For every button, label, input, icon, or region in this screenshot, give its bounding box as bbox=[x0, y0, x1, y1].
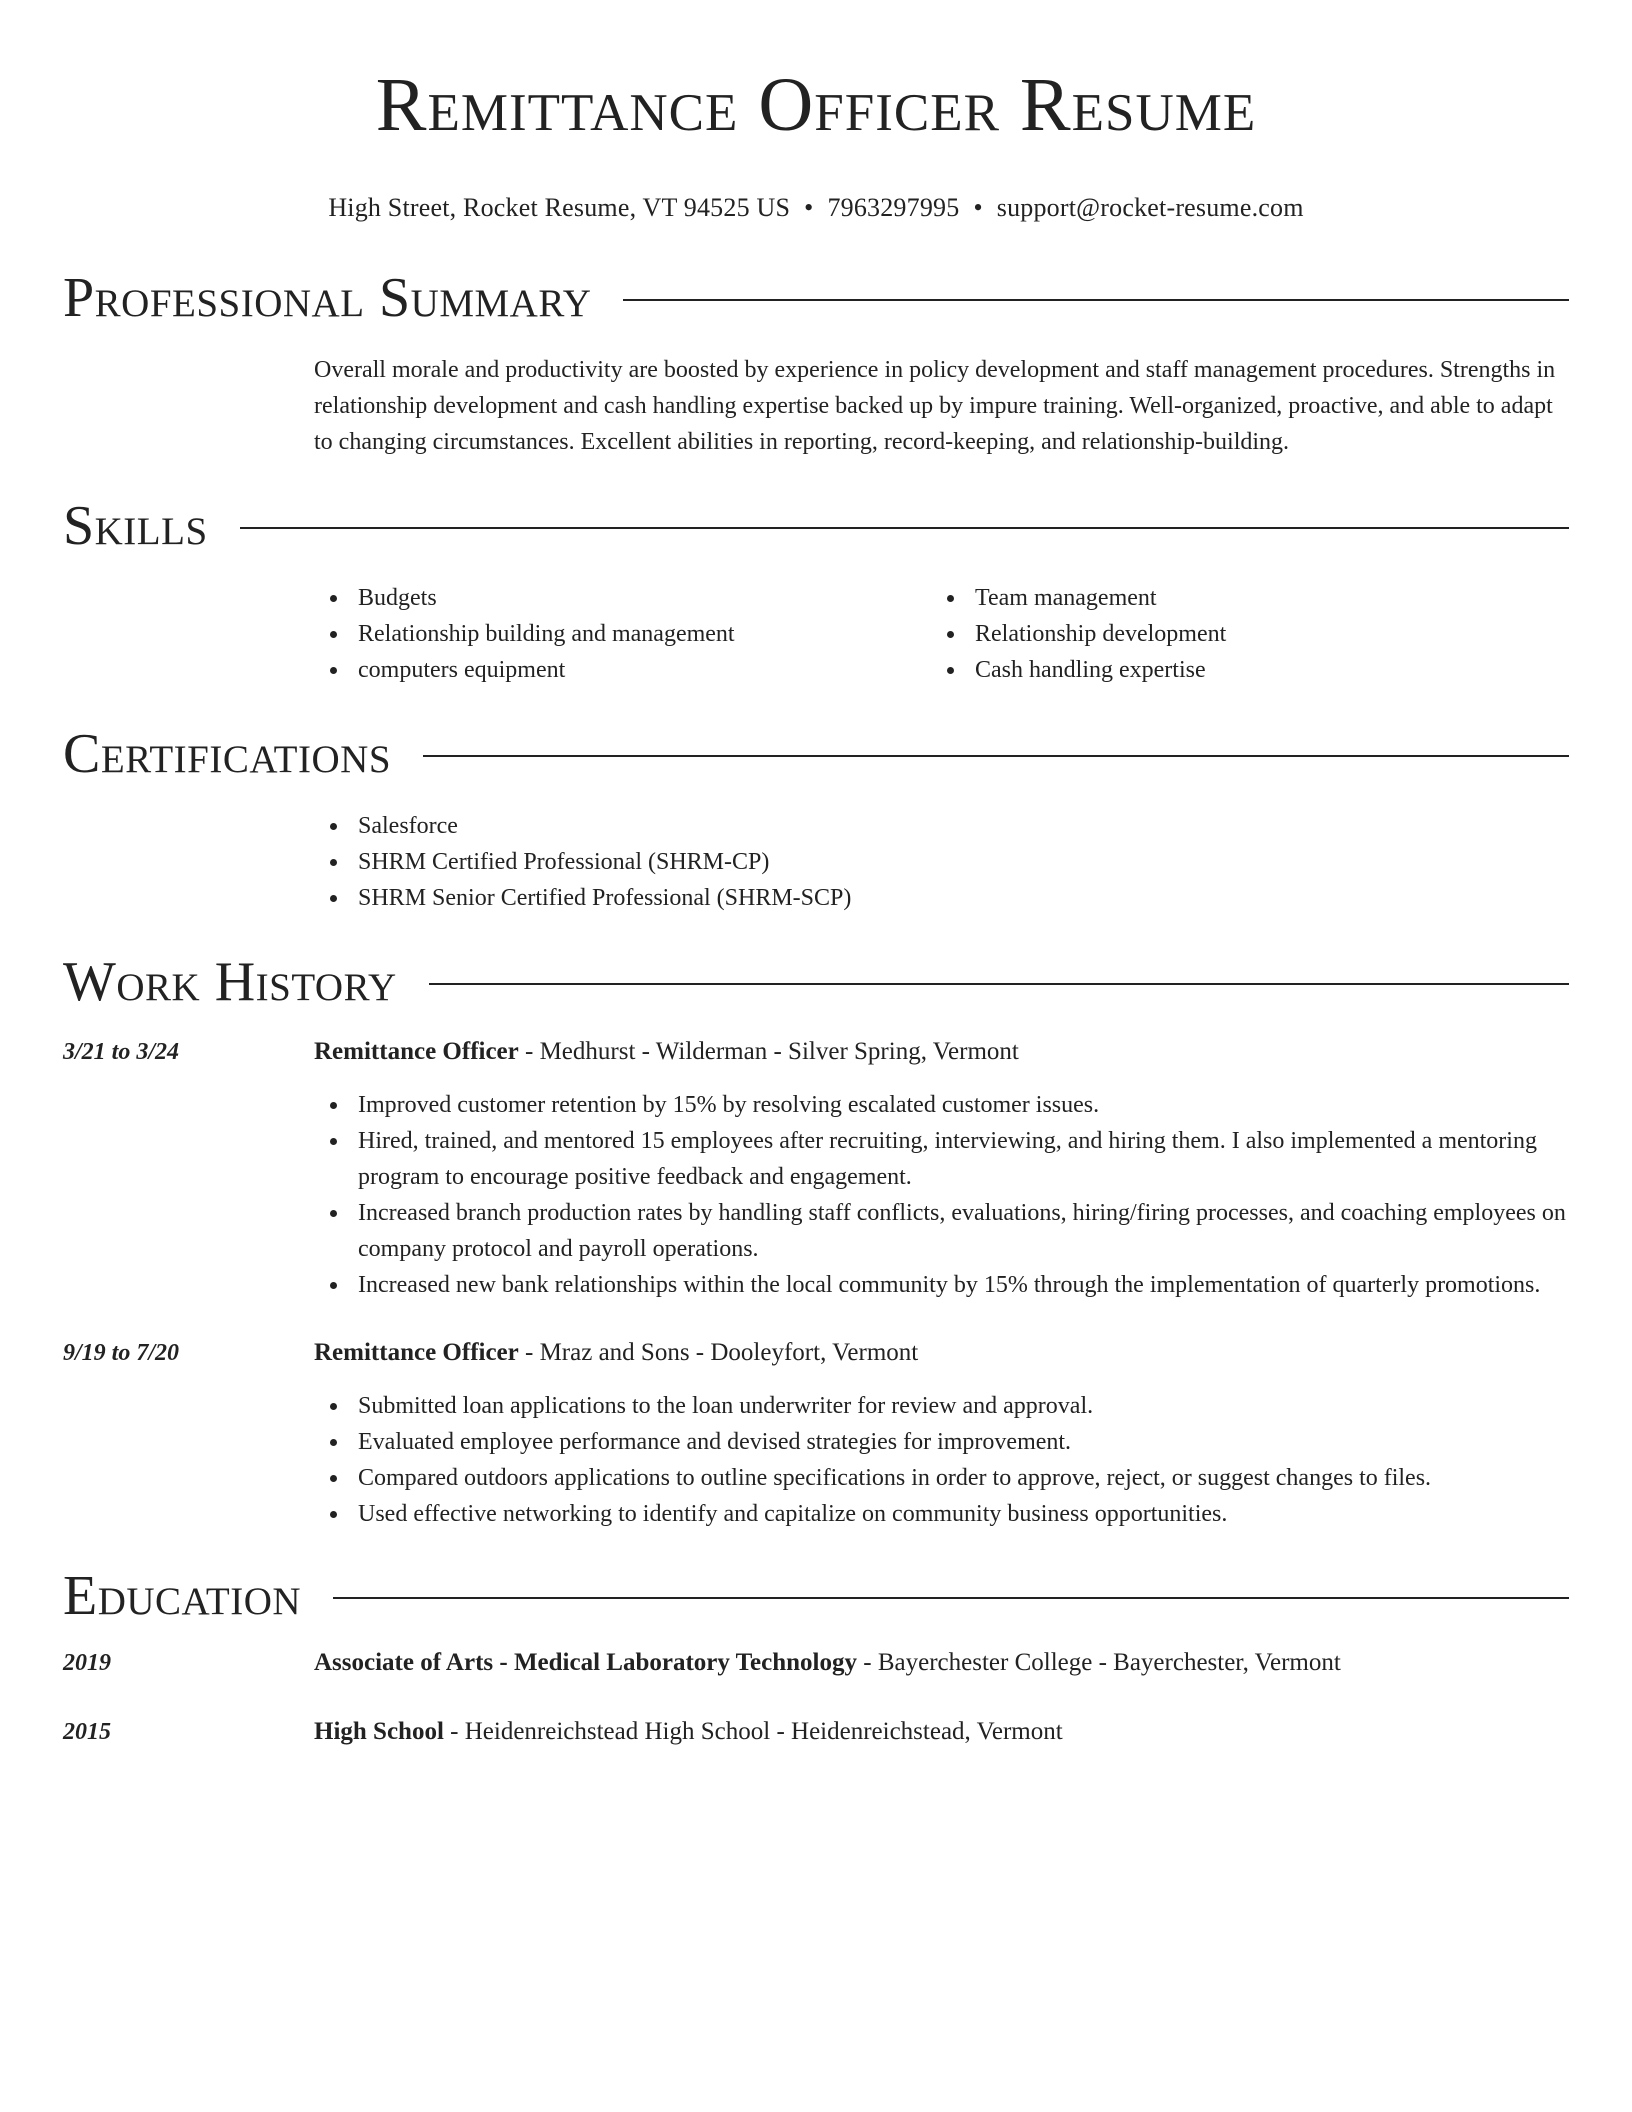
certification-item: Salesforce bbox=[314, 808, 1569, 844]
education-content bbox=[314, 1714, 1569, 1750]
certifications-section bbox=[63, 720, 1569, 916]
education-heading: Education bbox=[63, 1565, 302, 1627]
certifications-list bbox=[314, 808, 1569, 916]
skills-section bbox=[63, 492, 1569, 688]
skill-item: Cash handling expertise bbox=[931, 652, 1548, 688]
section-divider bbox=[623, 299, 1569, 301]
job-employer: - Mraz and Sons - Dooleyfort, Vermont bbox=[518, 1339, 919, 1366]
contact-email: support@rocket-resume.com bbox=[996, 193, 1304, 222]
certification-item: SHRM Certified Professional (SHRM-CP) bbox=[314, 844, 1569, 880]
job-duties bbox=[314, 1087, 1569, 1303]
job-title: Remittance Officer bbox=[314, 1339, 519, 1366]
job-duty: Used effective networking to identify and capitalize on community business opportunities. bbox=[314, 1496, 1569, 1532]
skill-item: Budgets bbox=[314, 580, 931, 616]
job-duty: Hired, trained, and mentored 15 employees after recruiting, interviewing, and hiring them. I also implemented a mentoring program to encourage positive feedback and engagement. bbox=[314, 1123, 1569, 1195]
contact-address: High Street, Rocket Resume, VT 94525 US bbox=[328, 193, 791, 222]
summary-text: Overall morale and productivity are boosted by experience in policy development and staff management procedures. Strengths in relationship development and cash handling expertise backed up by impure training. Well-organized, proactive, and able to adapt to changing circumstances. Excellent abilities in reporting, record-keeping, and relationship-building. bbox=[314, 357, 1556, 455]
resume-title: Remittance Officer Resume bbox=[375, 63, 1257, 147]
skill-item: Team management bbox=[931, 580, 1548, 616]
skill-item: computers equipment bbox=[314, 652, 931, 688]
work-heading: Work History bbox=[63, 951, 397, 1013]
job-entry bbox=[63, 1335, 1569, 1532]
job-duty: Submitted loan applications to the loan underwriter for review and approval. bbox=[314, 1388, 1569, 1424]
summary-heading-row bbox=[63, 264, 1569, 332]
job-duty: Improved customer retention by 15% by resolving escalated customer issues. bbox=[314, 1087, 1569, 1123]
job-duty: Increased new bank relationships within the local community by 15% through the implementation of quarterly promotions. bbox=[314, 1267, 1569, 1303]
job-duties bbox=[314, 1388, 1569, 1532]
work-history-section bbox=[63, 948, 1569, 1532]
job-duty: Increased branch production rates by handling staff conflicts, evaluations, hiring/firing processes, and coaching employees on company protocol and payroll operations. bbox=[314, 1195, 1569, 1267]
skills-list-right bbox=[931, 580, 1548, 688]
job-dates: 3/21 to 3/24 bbox=[63, 1039, 180, 1065]
certifications-heading-row bbox=[63, 720, 1569, 788]
job-content bbox=[314, 1335, 1569, 1532]
education-degree: High School bbox=[314, 1718, 444, 1745]
section-divider bbox=[423, 755, 1569, 757]
certifications-heading: Certifications bbox=[63, 723, 392, 785]
contact-separator: • bbox=[973, 193, 983, 222]
skills-heading: Skills bbox=[63, 495, 208, 557]
job-content bbox=[314, 1034, 1569, 1303]
education-school: - Bayerchester College - Bayerchester, Vermont bbox=[857, 1649, 1341, 1676]
job-header bbox=[314, 1335, 1569, 1371]
education-entry bbox=[63, 1645, 1569, 1681]
education-heading-row bbox=[63, 1562, 1569, 1630]
summary-section bbox=[63, 264, 1569, 460]
section-divider bbox=[240, 527, 1569, 529]
job-dates: 9/19 to 7/20 bbox=[63, 1340, 180, 1366]
contact-line bbox=[63, 192, 1569, 224]
section-divider bbox=[333, 1597, 1569, 1599]
job-header bbox=[314, 1034, 1569, 1070]
job-title: Remittance Officer bbox=[314, 1038, 519, 1065]
education-degree: Associate of Arts - Medical Laboratory Technology bbox=[314, 1649, 858, 1676]
skill-item: Relationship development bbox=[931, 616, 1548, 652]
education-year: 2019 bbox=[63, 1650, 111, 1676]
education-section bbox=[63, 1562, 1569, 1750]
contact-separator: • bbox=[804, 193, 814, 222]
certification-item: SHRM Senior Certified Professional (SHRM-SCP) bbox=[314, 880, 1569, 916]
education-year: 2015 bbox=[63, 1719, 111, 1745]
section-divider bbox=[429, 983, 1569, 985]
job-duty: Evaluated employee performance and devised strategies for improvement. bbox=[314, 1424, 1569, 1460]
contact-phone: 7963297995 bbox=[827, 193, 960, 222]
education-entry bbox=[63, 1714, 1569, 1750]
skills-columns bbox=[314, 580, 1569, 688]
education-school: - Heidenreichstead High School - Heidenreichstead, Vermont bbox=[443, 1718, 1063, 1745]
skills-list-left bbox=[314, 580, 931, 688]
job-entry bbox=[63, 1034, 1569, 1303]
work-heading-row bbox=[63, 948, 1569, 1016]
job-employer: - Medhurst - Wilderman - Silver Spring, Vermont bbox=[518, 1038, 1019, 1065]
job-duty: Compared outdoors applications to outline specifications in order to approve, reject, or suggest changes to files. bbox=[314, 1460, 1569, 1496]
skill-item: Relationship building and management bbox=[314, 616, 931, 652]
summary-heading: Professional Summary bbox=[63, 267, 592, 329]
education-content bbox=[314, 1645, 1569, 1681]
skills-heading-row bbox=[63, 492, 1569, 560]
